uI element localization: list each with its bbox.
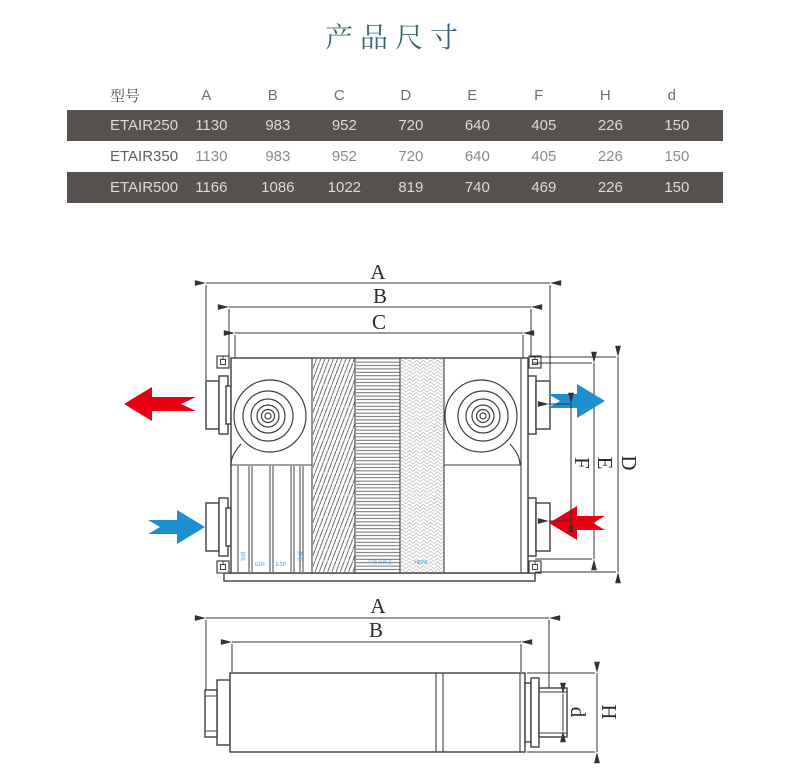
filter-label: HEPA	[414, 560, 428, 566]
cell-value: 640	[464, 148, 490, 165]
cell-value: 952	[331, 117, 357, 134]
filter-panels	[313, 359, 444, 572]
model-name: ETAIR350	[110, 148, 179, 165]
filter-label: 初效	[239, 550, 245, 562]
side-duct-stub-left	[205, 680, 230, 745]
cell-value: 819	[398, 179, 424, 196]
red-airflow-arrow-left	[124, 387, 196, 421]
cell-value: 226	[597, 148, 623, 165]
col-header-E: E	[467, 86, 478, 104]
dim-label-D: D	[617, 455, 641, 471]
cell-value: 1086	[261, 179, 295, 196]
col-header-B: B	[267, 86, 278, 104]
cell-value: 405	[531, 117, 557, 134]
cell-value: 150	[664, 117, 690, 134]
cell-value: 405	[531, 148, 557, 165]
duct-stub-top-right	[528, 376, 550, 434]
side-view-drawing	[205, 673, 567, 752]
cell-value: 150	[664, 179, 690, 196]
dim-label-E: E	[593, 456, 617, 470]
dim-label-C: C	[371, 310, 387, 334]
cell-value: 226	[597, 117, 623, 134]
cell-value: 983	[265, 148, 291, 165]
duct-stub-bottom-right	[528, 498, 550, 556]
filter-label: 静电	[296, 550, 302, 562]
cell-value: 720	[398, 117, 424, 134]
dim-label-H: H	[597, 704, 621, 720]
cell-value: 1130	[195, 148, 228, 165]
dim-label-B: B	[372, 284, 388, 308]
duct-stub-bottom-left	[206, 498, 231, 556]
col-header-H: H	[599, 86, 611, 104]
side-unit-body	[230, 673, 525, 752]
col-header-F: F	[534, 86, 544, 104]
model-name: ETAIR500	[110, 179, 179, 196]
cell-value: 740	[464, 179, 490, 196]
front-view-drawing	[206, 356, 550, 581]
side-duct-stub-right	[525, 678, 567, 747]
dim-label-d: d	[566, 706, 590, 718]
cell-value: 469	[531, 179, 557, 196]
cell-value: 150	[664, 148, 690, 165]
cell-value: 1166	[195, 179, 228, 196]
red-airflow-arrow-right	[549, 506, 605, 540]
cell-value: 1022	[327, 179, 362, 196]
dim-label-F: F	[570, 457, 594, 469]
cell-value: 226	[597, 179, 623, 196]
blue-airflow-arrow-right	[548, 384, 605, 418]
dim-label-A-side: A	[370, 594, 386, 618]
col-header-C: C	[333, 86, 345, 104]
cell-value: 640	[464, 117, 490, 134]
cell-value: 720	[398, 148, 424, 165]
page-title: 产品尺寸	[324, 22, 465, 53]
cell-value: 1130	[195, 117, 228, 134]
model-name: ETAIR250	[110, 117, 179, 134]
dim-label-A: A	[370, 260, 386, 284]
cell-value: 983	[265, 117, 291, 134]
filter-label: 全热交换芯	[367, 560, 393, 566]
col-header-A: A	[201, 86, 212, 104]
blue-airflow-arrow-left	[148, 510, 205, 544]
filter-label: ESP	[275, 562, 287, 568]
col-header-model: 型号	[110, 87, 141, 105]
cell-value: 952	[331, 148, 357, 165]
filter-label: GDF	[254, 562, 266, 568]
col-header-d: d	[667, 86, 676, 104]
col-header-D: D	[400, 86, 412, 104]
duct-stub-top-left	[206, 376, 231, 434]
dim-label-B-side: B	[368, 618, 384, 642]
unit-base	[224, 573, 535, 581]
